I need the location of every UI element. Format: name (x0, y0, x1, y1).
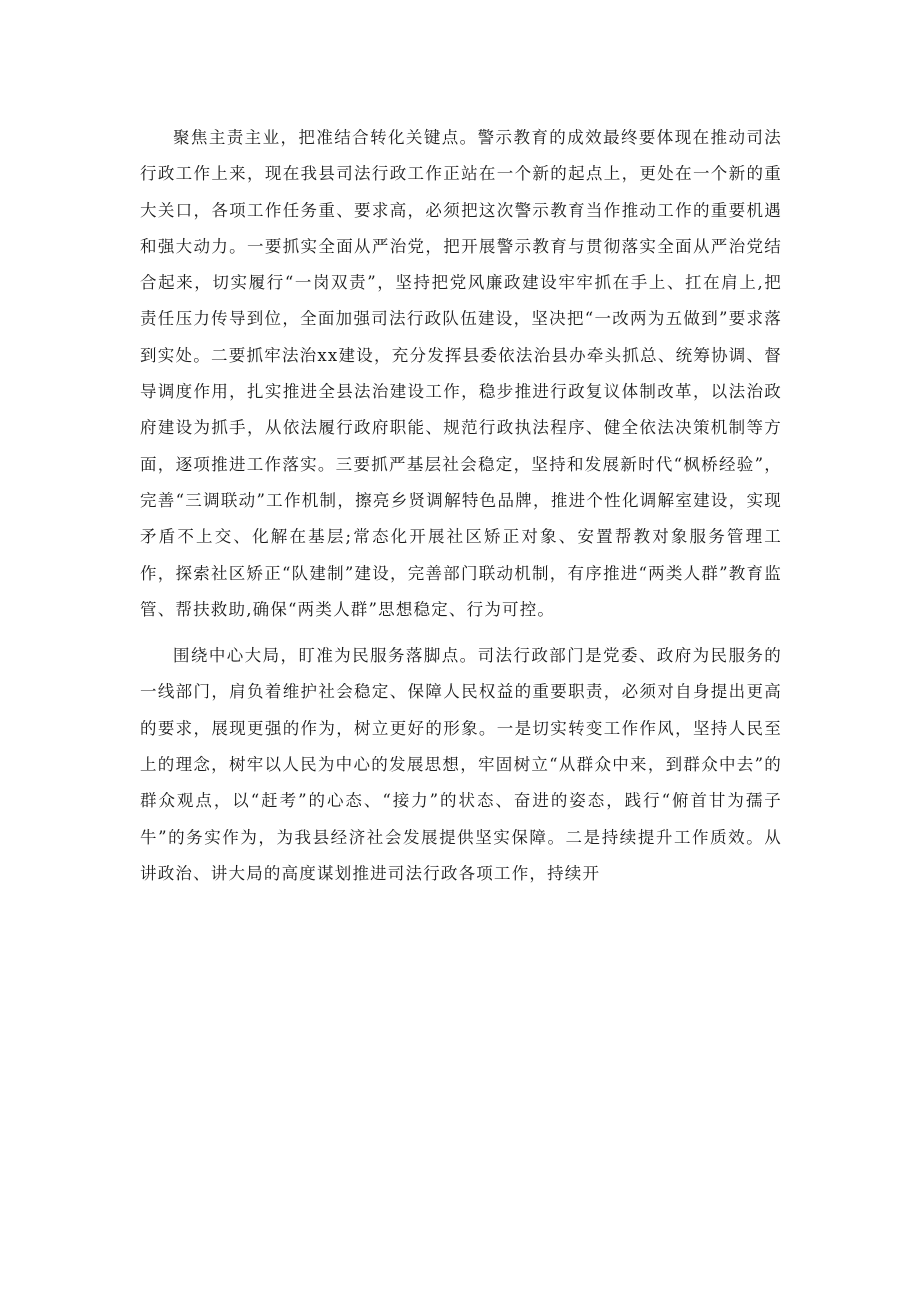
paragraph-1: 聚焦主责主业，把准结合转化关键点。警示教育的成效最终要体现在推动司法行政工作上来，现在我县司法行政工作正站在一个新的起点上，更处在一个新的重大关口，各项工作任务重、要求高，必须把这次警示教育当作推动工作的重要机遇和强大动力。一要抓实全面从严治党，把开展警示教育与贯彻落实全面从严治党结合起来，切实履行“一岗双责”，坚持把党风廉政建设牢牢抓在手上、扛在肩上,把责任压力传导到位，全面加强司法行政队伍建设，坚决把“一改两为五做到”要求落到实处。二要抓牢法治xx建设，充分发挥县委依法治县办牵头抓总、统筹协调、督导调度作用，扎实推进全县法治建设工作，稳步推进行政复议体制改革，以法治政府建设为抓手，从依法履行政府职能、规范行政执法程序、健全依法决策机制等方面，逐项推进工作落实。三要抓严基层社会稳定，坚持和发展新时代“枫桥经验”，完善“三调联动”工作机制，擦亮乡贤调解特色品牌，推进个性化调解室建设，实现矛盾不上交、化解在基层;常态化开展社区矫正对象、安置帮教对象服务管理工作，探索社区矫正“队建制”建设，完善部门联动机制，有序推进“两类人群”教育监管、帮扶救助,确保“两类人群”思想稳定、行为可控。 (140, 128, 782, 619)
paragraph-2: 围绕中心大局，盯准为民服务落脚点。司法行政部门是党委、政府为民服务的一线部门，肩负着维护社会稳定、保障人民权益的重要职责，必须对自身提出更高的要求，展现更强的作为，树立更好的形象。一是切实转变工作作风，坚持人民至上的理念，树牢以人民为中心的发展思想，牢固树立“从群众中来，到群众中去”的群众观点，以“赶考”的心态、“接力”的状态、奋进的姿态，践行“俯首甘为孺子牛”的务实作为，为我县经济社会发展提供坚实保障。二是持续提升工作质效。从讲政治、讲大局的高度谋划推进司法行政各项工作，持续开 (140, 646, 782, 883)
document-body (140, 120, 782, 892)
